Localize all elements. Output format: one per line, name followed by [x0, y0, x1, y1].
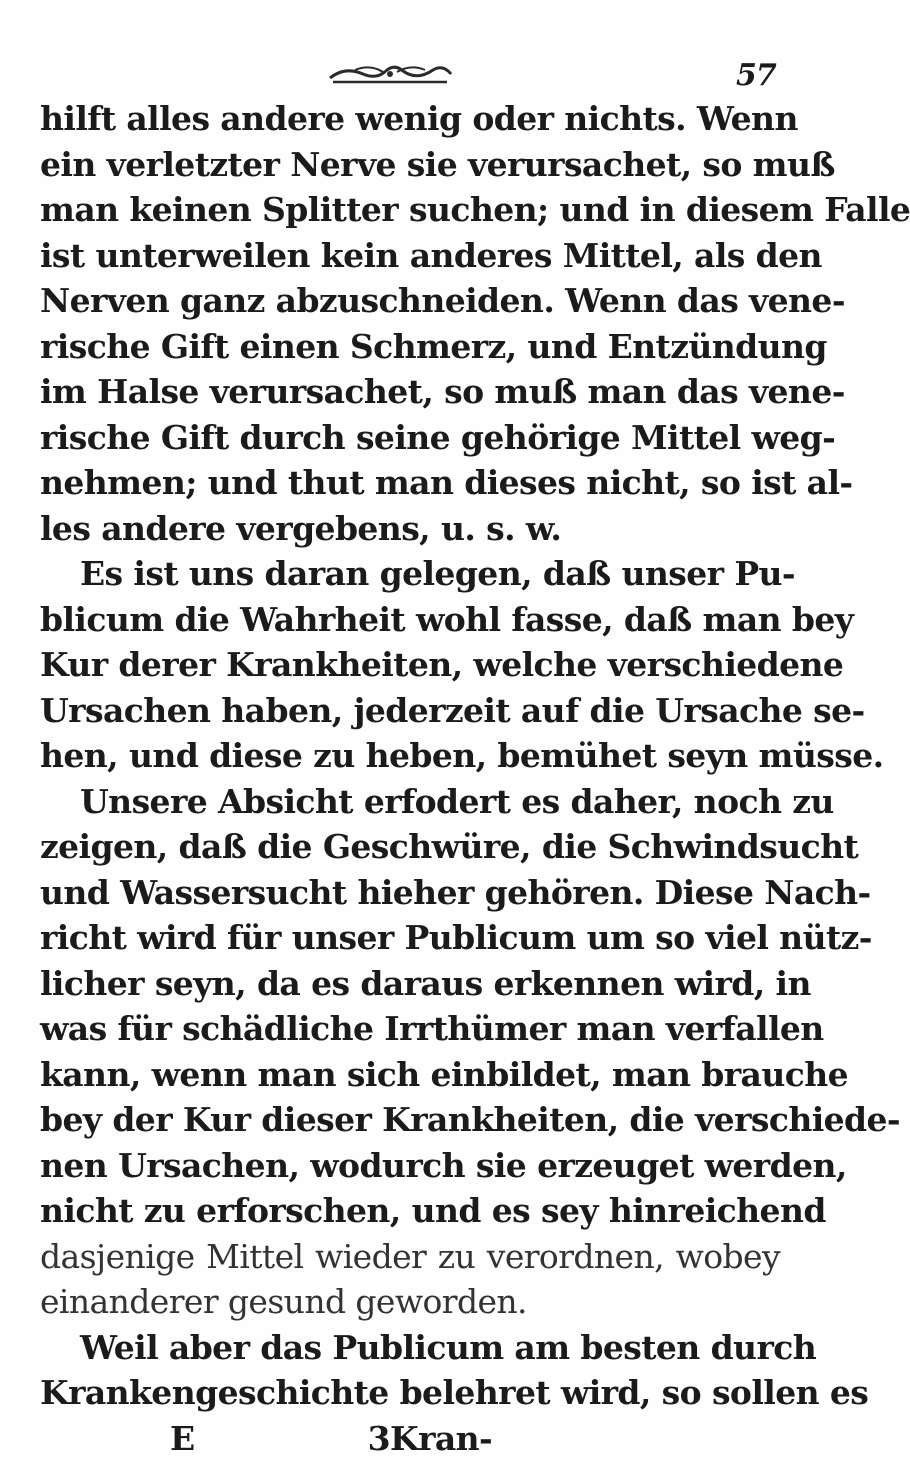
text-line: rische Gift einen Schmerz, und Entzündung	[40, 326, 827, 366]
text-line: und Wassersucht hieher gehören. Diese Nach-	[40, 872, 871, 912]
text-line: nicht zu erforschen, und es sey hinreichend	[40, 1191, 826, 1230]
text-line: Ursachen haben, jederzeit auf die Ursache se-	[40, 690, 865, 730]
text-line: blicum die Wahrheit wohl fasse, daß man bey	[40, 599, 854, 639]
text-line: was für schädliche Irrthümer man verfallen	[40, 1009, 824, 1048]
text-line: Krankengeschichte belehret wird, so sollen es	[40, 1373, 869, 1412]
text-line: les andere vergebens, u. s. w.	[40, 508, 562, 548]
body-text	[40, 96, 910, 1461]
text-line: nehmen; und thut man dieses nicht, so ist al-	[40, 463, 853, 502]
text-line: zeigen, daß die Geschwüre, die Schwindsucht	[40, 827, 859, 866]
text-line: einanderer gesund geworden.	[40, 1282, 527, 1321]
signature-mark: E 3	[170, 1418, 390, 1458]
header-ornament-icon	[325, 62, 455, 86]
paragraph-start-line: Es ist uns daran gelegen, daß unser Pu-	[80, 554, 796, 593]
paragraph-start-line: Unsere Absicht erfodert es daher, noch zu	[80, 781, 834, 821]
text-line: Kur derer Krankheiten, welche verschiedene	[40, 645, 844, 684]
page-footer	[40, 1416, 780, 1462]
text-line: man keinen Splitter suchen; und in diesem Falle	[40, 190, 910, 229]
text-line: kann, wenn man sich einbildet, man brauche	[40, 1054, 849, 1094]
text-line: rische Gift durch seine gehörige Mittel weg-	[40, 417, 836, 457]
paragraph-start-line: Weil aber das Publicum am besten durch	[80, 1327, 817, 1367]
text-line: nen Ursachen, wodurch sie erzeuget werden,	[40, 1145, 847, 1185]
text-line: hilft alles andere wenig oder nichts. Wenn	[40, 99, 798, 138]
text-line: Nerven ganz abzuschneiden. Wenn das vene-	[40, 281, 845, 320]
text-line: dasjenige Mittel wieder zu verordnen, wobey	[40, 1236, 780, 1276]
text-line: licher seyn, da es daraus erkennen wird, in	[40, 963, 811, 1003]
text-line: richt wird für unser Publicum um so viel nütz-	[40, 918, 872, 957]
text-line: ein verletzter Nerve sie verursachet, so muß	[40, 144, 835, 184]
page-number: 57	[736, 58, 776, 93]
catchword: Kran-	[390, 1418, 493, 1458]
text-line: hen, und diese zu heben, bemühet seyn müsse.	[40, 736, 884, 775]
text-line: bey der Kur dieser Krankheiten, die verschiede-	[40, 1100, 901, 1139]
text-line: im Halse verursachet, so muß man das vene-	[40, 372, 845, 411]
text-line: ist unterweilen kein anderes Mittel, als den	[40, 235, 822, 275]
